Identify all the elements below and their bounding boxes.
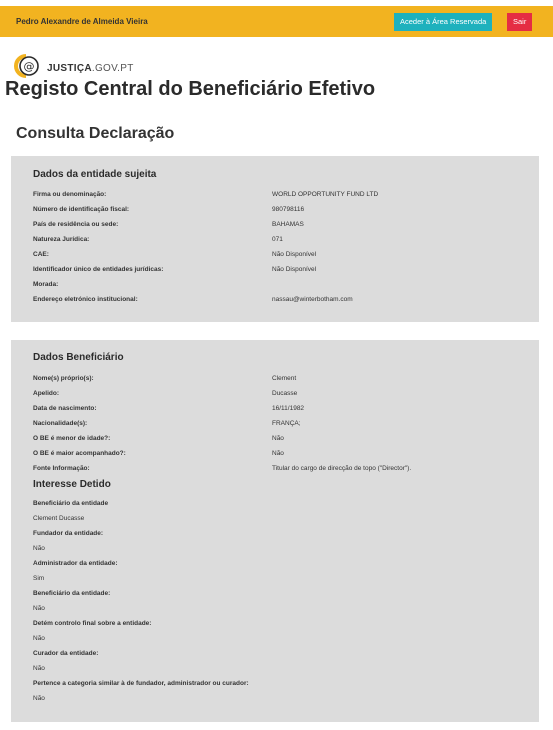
- interesse-label: Fundador da entidade:: [33, 530, 104, 537]
- user-name: Pedro Alexandre de Almeida Vieira: [16, 17, 148, 26]
- beneficiario-value: Não: [272, 450, 284, 457]
- interesse-label: Administrador da entidade:: [33, 560, 118, 567]
- reserved-area-button[interactable]: Aceder à Área Reservada: [394, 13, 492, 31]
- interesse-label: Detém controlo final sobre a entidade:: [33, 620, 152, 627]
- entidade-value: Não Disponível: [272, 251, 317, 258]
- logo-thin: .GOV.PT: [91, 63, 134, 74]
- beneficiario-value: Clement: [272, 375, 297, 382]
- beneficiario-label: Apelido:: [33, 390, 59, 397]
- interesse-heading: Interesse Detido: [33, 479, 111, 490]
- entidade-row: [33, 236, 523, 246]
- svg-text:@: @: [23, 60, 35, 73]
- justica-logo-icon: [7, 53, 41, 79]
- entidade-label: Natureza Jurídica:: [33, 236, 90, 243]
- interesse-value: Não: [33, 635, 45, 642]
- section-title: Consulta Declaração: [16, 125, 175, 142]
- beneficiario-value: Titular do cargo de direcção de topo ("Director").: [272, 465, 412, 472]
- beneficiario-value: 16/11/1982: [272, 405, 305, 412]
- entidade-row: [33, 296, 523, 306]
- entidade-row: [33, 281, 523, 291]
- beneficiario-row: [33, 450, 523, 460]
- entidade-value: WORLD OPPORTUNITY FUND LTD: [272, 191, 379, 198]
- interesse-value: Não: [33, 695, 45, 702]
- beneficiario-label: Nome(s) próprio(s):: [33, 375, 94, 382]
- entidade-row: [33, 206, 523, 216]
- page-title: Registo Central do Beneficiário Efetivo: [5, 78, 376, 100]
- beneficiario-label: Nacionalidade(s):: [33, 420, 88, 427]
- entidade-row: [33, 266, 523, 276]
- entidade-value: BAHAMAS: [272, 221, 304, 228]
- entidade-label: Firma ou denominação:: [33, 191, 107, 198]
- beneficiario-label: Data de nascimento:: [33, 405, 97, 412]
- beneficiario-row: [33, 375, 523, 385]
- entidade-label: Endereço eletrónico institucional:: [33, 296, 138, 303]
- beneficiario-row: [33, 390, 523, 400]
- interesse-label: Beneficiário da entidade: [33, 500, 109, 507]
- entidade-label: Número de identificação fiscal:: [33, 206, 130, 213]
- beneficiario-row: [33, 420, 523, 430]
- beneficiario-row: [33, 435, 523, 445]
- interesse-value: Não: [33, 665, 45, 672]
- interesse-value: Não: [33, 545, 45, 552]
- entidade-row: [33, 191, 523, 201]
- beneficiario-row: [33, 465, 523, 475]
- beneficiario-value: Ducasse: [272, 390, 298, 397]
- entidade-label: CAE:: [33, 251, 49, 258]
- interesse-label: Beneficiário da entidade:: [33, 590, 111, 597]
- interesse-value: Não: [33, 605, 45, 612]
- beneficiario-heading: Dados Beneficiário: [33, 352, 124, 363]
- beneficiario-label: Fonte Informação:: [33, 465, 90, 472]
- beneficiario-label: O BE é menor de idade?:: [33, 435, 111, 442]
- beneficiario-row: [33, 405, 523, 415]
- entidade-value: 071: [272, 236, 283, 243]
- entidade-heading: Dados da entidade sujeita: [33, 169, 157, 180]
- entidade-value: 980798116: [272, 206, 305, 213]
- entidade-label: Identificador único de entidades jurídicas:: [33, 266, 164, 273]
- entidade-label: País de residência ou sede:: [33, 221, 119, 228]
- justica-logo-text[interactable]: [47, 63, 134, 74]
- entidade-label: Morada:: [33, 281, 59, 288]
- beneficiario-value: Não: [272, 435, 284, 442]
- entidade-value: Não Disponível: [272, 266, 317, 273]
- top-bar: [0, 6, 553, 37]
- entidade-row: [33, 251, 523, 261]
- interesse-value: Sim: [33, 575, 45, 582]
- entidade-value: nassau@winterbotham.com: [272, 296, 353, 303]
- interesse-value: Clement Ducasse: [33, 515, 85, 522]
- logo-bold: JUSTIÇA: [47, 63, 92, 74]
- entidade-row: [33, 221, 523, 231]
- beneficiario-value: FRANÇA;: [272, 420, 301, 427]
- interesse-label: Pertence a categoria similar à de fundador, administrador ou curador:: [33, 680, 249, 687]
- beneficiario-label: O BE é maior acompanhado?:: [33, 450, 126, 457]
- logout-button[interactable]: Sair: [507, 13, 532, 31]
- interesse-label: Curador da entidade:: [33, 650, 99, 657]
